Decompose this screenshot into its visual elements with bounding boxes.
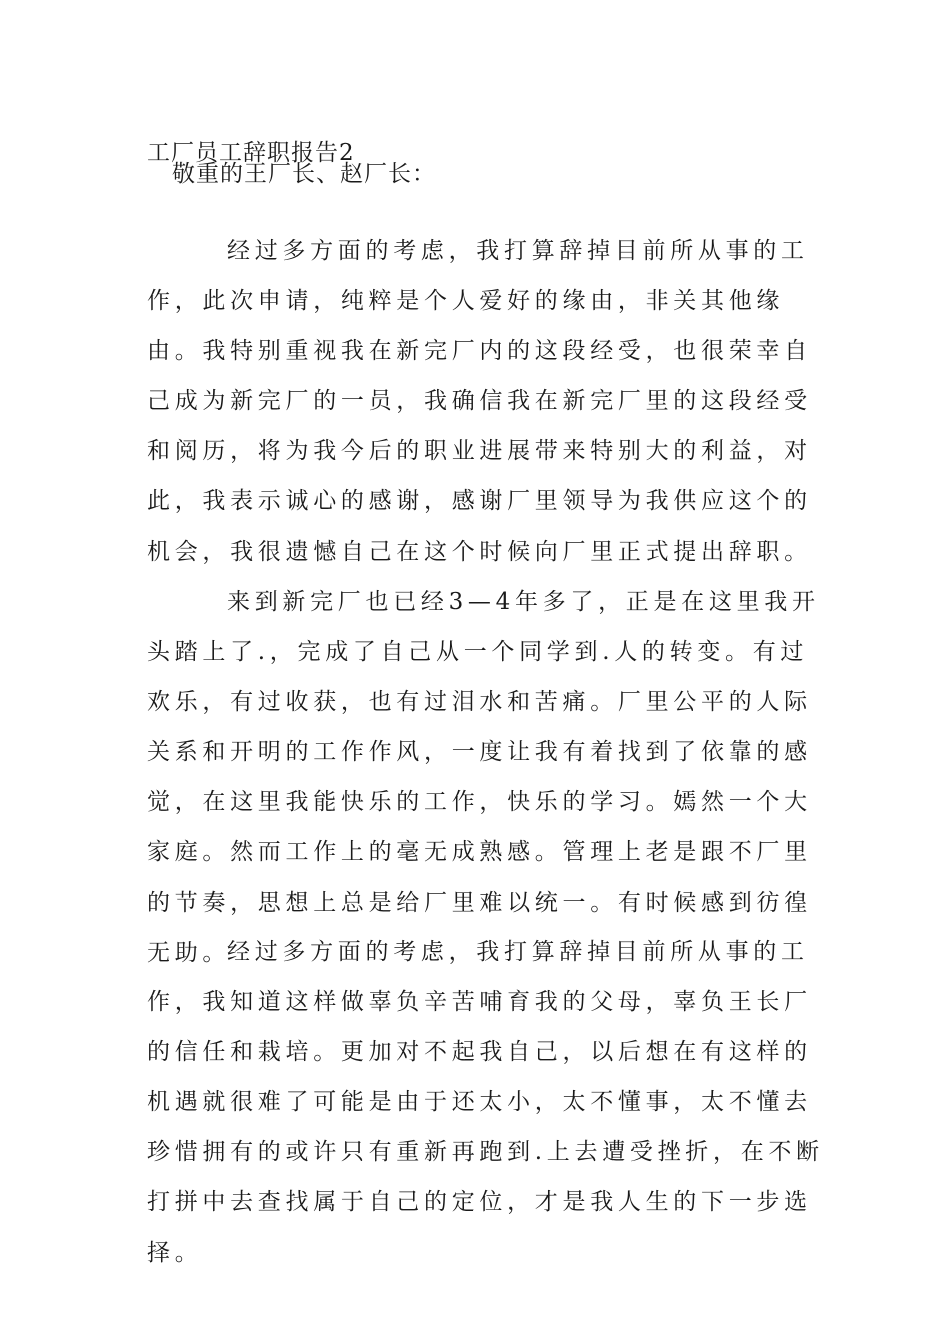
paragraph-3: 经过多方面的考虑，我打算辞掉目前所从事的工作，我知道这样做辜负辛苦哺育我的父母，辜负王长厂的信任和栽培。更加对不起我自己，以后想在有这样的机遇就很难了可能是由于还太小，太不懂事，太不懂去珍惜拥有的或许只有重新再跑到.上去遭受挫折，在不断打拼中去查找属于自己的定位，才是我人生的下一步选择。 [147,939,824,1266]
paragraph-2: 来到新完厂也已经3—4年多了，正是在这里我开头踏上了.，完成了自己从一个同学到.人的转变。有过欢乐，有过收获，也有过泪水和苦痛。厂里公平的人际关系和开明的工作作风，一度让我有着找到了依靠的感觉，在这里我能快乐的工作，快乐的学习。嫣然一个大家庭。然而工作上的毫无成熟感。管理上老是跟不厂里的节奏，思想上总是给厂里难以统一。有时候感到彷徨无助。 [147,589,820,966]
salutation: 敬重的王厂长、赵厂长： [172,161,436,187]
paragraph-1: 经过多方面的考虑，我打算辞掉目前所从事的工作，此次申请，纯粹是个人爱好的缘由，非关其他缘由。我特别重视我在新完厂内的这段经受，也很荣幸自己成为新完厂的一员，我确信我在新完厂里的这段经受和阅历，将为我今后的职业进展带来特别大的利益，对此，我表示诚心的感谢，感谢厂里领导为我供应这个的机会，我很遗憾自己在这个时候向厂里正式提出辞职。 [147,238,812,565]
document-title: 工厂员工辞职报告2 [147,140,355,166]
